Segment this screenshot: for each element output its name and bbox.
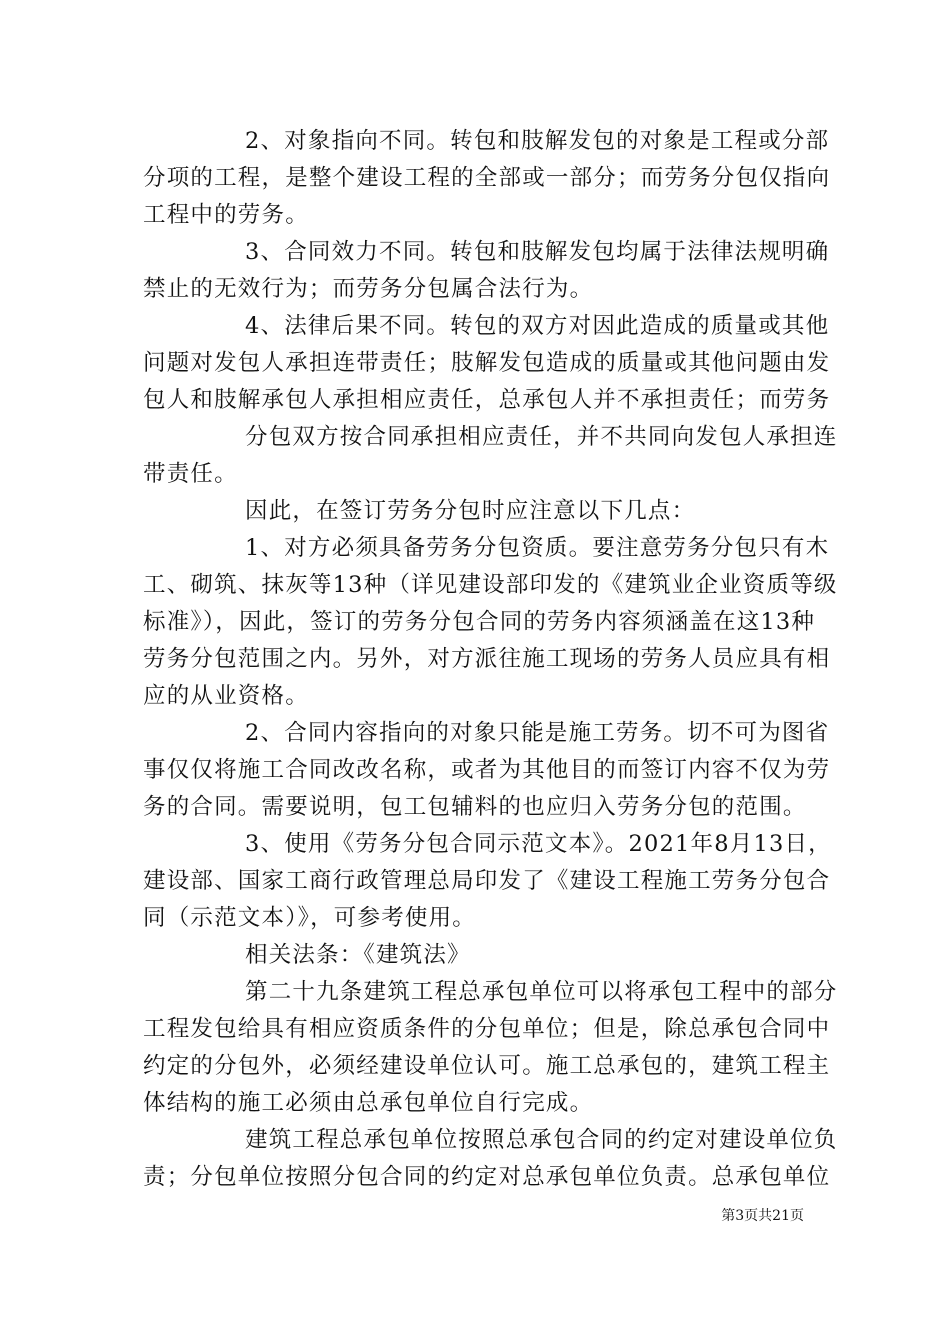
paragraph-line: 约定的分包外，必须经建设单位认可。施工总承包的，建筑工程主 <box>143 1053 831 1079</box>
paragraph-line: 建设部、国家工商行政管理总局印发了《建设工程施工劳务分包合 <box>143 868 831 894</box>
paragraph-line: 分项的工程，是整个建设工程的全部或一部分；而劳务分包仅指向 <box>143 165 831 191</box>
paragraph-line: 因此，在签订劳务分包时应注意以下几点： <box>245 498 696 524</box>
paragraph-line: 同（示范文本）》，可参考使用。 <box>143 905 477 931</box>
paragraph-line: 应的从业资格。 <box>143 683 309 709</box>
paragraph-line: 工程发包给具有相应资质条件的分包单位；但是，除总承包合同中 <box>143 1016 831 1042</box>
paragraph-line: 工、砌筑、抹灰等13种（详见建设部印发的《建筑业企业资质等级 <box>143 572 838 598</box>
paragraph-line: 带责任。 <box>143 461 238 487</box>
paragraph-line: 标准》），因此，签订的劳务分包合同的劳务内容须涵盖在这13种 <box>143 609 816 635</box>
paragraph-line: 3、合同效力不同。转包和肢解发包均属于法律法规明确 <box>245 239 830 265</box>
paragraph-line: 3、使用《劳务分包合同示范文本》。2021年8月13日， <box>245 831 832 857</box>
paragraph-line: 分包双方按合同承担相应责任，并不共同向发包人承担连 <box>245 424 838 450</box>
paragraph-line: 建筑工程总承包单位按照总承包合同的约定对建设单位负 <box>245 1127 838 1153</box>
paragraph-line: 责；分包单位按照分包合同的约定对总承包单位负责。总承包单位 <box>143 1164 831 1190</box>
paragraph-line: 务的合同。需要说明，包工包辅料的也应归入劳务分包的范围。 <box>143 794 807 820</box>
paragraph-line: 2、合同内容指向的对象只能是施工劳务。切不可为图省 <box>245 720 830 746</box>
paragraph-line: 事仅仅将施工合同改改名称，或者为其他目的而签订内容不仅为劳 <box>143 757 831 783</box>
paragraph-line: 1、对方必须具备劳务分包资质。要注意劳务分包只有木 <box>245 535 830 561</box>
paragraph-line: 包人和肢解承包人承担相应责任，总承包人并不承担责任；而劳务 <box>143 387 831 413</box>
paragraph-line: 2、对象指向不同。转包和肢解发包的对象是工程或分部 <box>245 128 830 154</box>
paragraph-line: 工程中的劳务。 <box>143 202 309 228</box>
paragraph-line: 问题对发包人承担连带责任；肢解发包造成的质量或其他问题由发 <box>143 350 831 376</box>
paragraph-line: 4、法律后果不同。转包的双方对因此造成的质量或其他 <box>245 313 830 339</box>
paragraph-line: 体结构的施工必须由总承包单位自行完成。 <box>143 1090 594 1116</box>
paragraph-line: 相关法条：《建筑法》 <box>245 942 471 968</box>
paragraph-line: 第二十九条建筑工程总承包单位可以将承包工程中的部分 <box>245 979 838 1005</box>
paragraph-line: 禁止的无效行为；而劳务分包属合法行为。 <box>143 276 594 302</box>
paragraph-line: 劳务分包范围之内。另外，对方派往施工现场的劳务人员应具有相 <box>143 646 831 672</box>
page-number: 第3页共21页 <box>721 1208 804 1224</box>
